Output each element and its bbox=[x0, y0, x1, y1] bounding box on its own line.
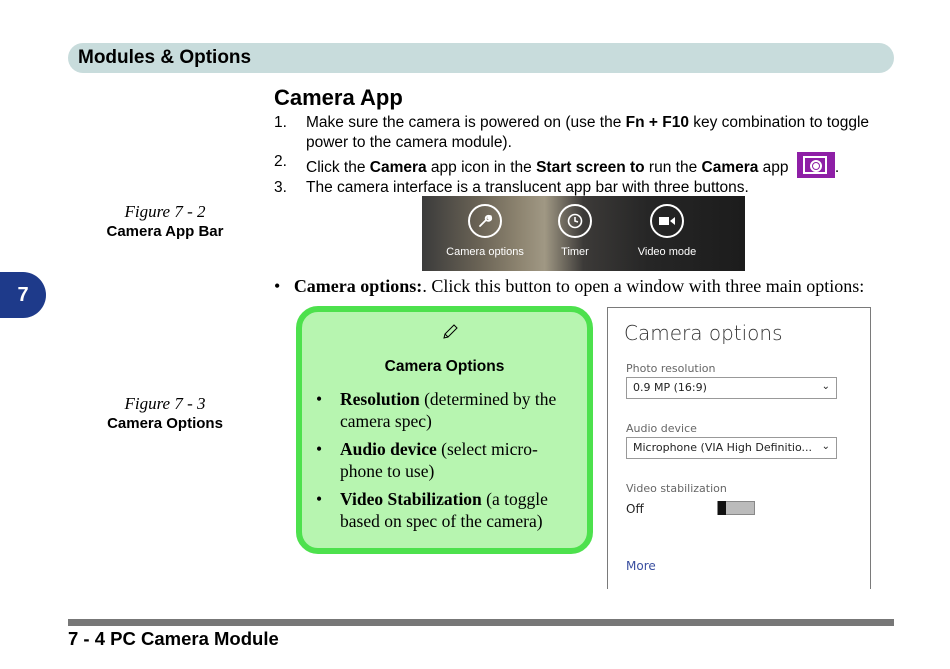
note-list bbox=[316, 388, 578, 538]
note-item-video-stabilization: • Video Stabilization (a toggle based on spec of the camera) bbox=[316, 489, 548, 531]
camera-app-bar-image bbox=[422, 196, 745, 271]
steps-list bbox=[274, 113, 894, 198]
chevron-down-icon: ⌄ bbox=[821, 441, 830, 452]
step-2: 2. Click the Camera app icon in the Start screen to run the Camera app . bbox=[274, 153, 840, 176]
photo-resolution-select[interactable]: 0.9 MP (16:9) ⌄ bbox=[626, 377, 837, 399]
video-stabilization-label: Video stabilization bbox=[626, 482, 727, 495]
video-stabilization-state: Off bbox=[626, 502, 644, 516]
figure-7-2-label: Figure 7 - 2 Camera App Bar bbox=[106, 202, 224, 240]
pencil-icon bbox=[442, 324, 458, 345]
camera-options-button: Camera options bbox=[440, 204, 530, 258]
chapter-tab: 7 bbox=[0, 272, 46, 318]
audio-device-label: Audio device bbox=[626, 422, 697, 435]
footer-rule bbox=[68, 619, 894, 626]
note-item-audio-device: • Audio device (select micro-phone to use) bbox=[316, 439, 538, 481]
camera-options-title: Camera options bbox=[624, 321, 783, 345]
footer-text: 7 - 4 PC Camera Module bbox=[68, 628, 279, 649]
camera-options-panel bbox=[607, 307, 871, 589]
chevron-down-icon: ⌄ bbox=[821, 381, 830, 392]
timer-button: Timer bbox=[530, 204, 620, 258]
note-title: Camera Options bbox=[384, 358, 505, 375]
header-title: Modules & Options bbox=[78, 47, 252, 68]
video-stabilization-toggle[interactable] bbox=[717, 501, 755, 515]
section-title: Camera App bbox=[274, 85, 403, 110]
figure-7-3-label: Figure 7 - 3 Camera Options bbox=[107, 394, 223, 432]
wrench-icon bbox=[468, 204, 502, 238]
note-item-resolution: • Resolution (determined by the camera spec) bbox=[316, 389, 557, 431]
camera-options-bullet: • Camera options:. Click this button to open a window with three main options: bbox=[274, 276, 865, 296]
photo-resolution-label: Photo resolution bbox=[626, 362, 716, 375]
clock-icon bbox=[558, 204, 592, 238]
camera-app-icon bbox=[797, 152, 835, 178]
step-1: 1. Make sure the camera is powered on (use the Fn + F10 key combination to toggle power to the camera module). bbox=[274, 114, 870, 151]
video-mode-button: Video mode bbox=[622, 204, 712, 258]
header-bar bbox=[68, 43, 894, 73]
video-camera-icon bbox=[650, 204, 684, 238]
more-link[interactable]: More bbox=[626, 559, 656, 573]
step-3: 3. The camera interface is a translucent app bar with three buttons. bbox=[274, 179, 749, 196]
audio-device-select[interactable]: Microphone (VIA High Definitio... ⌄ bbox=[626, 437, 837, 459]
note-box bbox=[296, 306, 593, 554]
